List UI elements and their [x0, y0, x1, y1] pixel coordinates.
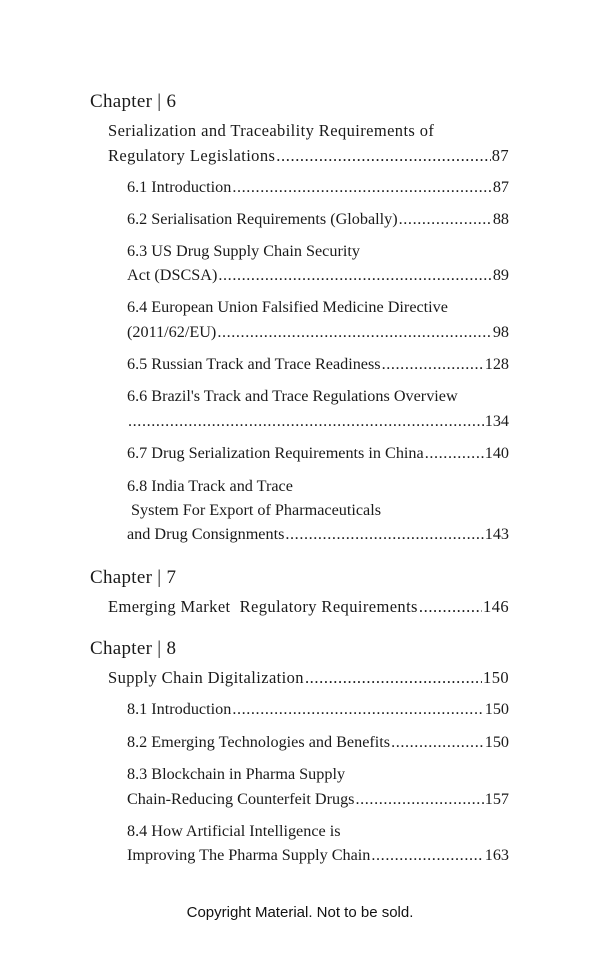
toc-entry-6-4-line1[interactable]: 6.4 European Union Falsified Medicine Directive [127, 298, 448, 316]
section-title: 6.2 Serialisation Requirements (Globally) [127, 210, 398, 228]
copyright-footer: Copyright Material. Not to be sold. [186, 904, 414, 921]
section-title: 8.2 Emerging Technologies and Benefits [127, 733, 391, 751]
toc-entry-6-8[interactable] [127, 525, 509, 544]
dot-leader [399, 210, 492, 229]
section-title: 8.1 Introduction [127, 700, 232, 718]
page-number: 87 [492, 178, 509, 196]
page-number: 87 [491, 146, 509, 165]
toc-entry-6-8-line1[interactable]: 6.8 India Track and Trace [127, 477, 293, 495]
page-number: 134 [484, 412, 509, 430]
page-number: 150 [484, 700, 509, 718]
toc-entry-8-4[interactable] [127, 846, 509, 865]
toc-entry-6-6[interactable] [127, 412, 509, 431]
section-title: 6.1 Introduction [127, 178, 232, 196]
chapter-8-heading: Chapter | 8 [90, 638, 177, 659]
toc-entry-8-1[interactable] [127, 700, 509, 719]
page-number: 157 [484, 790, 509, 808]
toc-entry-6-4[interactable] [127, 323, 509, 342]
section-title: Chain-Reducing Counterfeit Drugs [127, 790, 355, 808]
page-number: 128 [484, 355, 509, 373]
section-title: Improving The Pharma Supply Chain [127, 846, 371, 864]
toc-entry-8-4-line1[interactable]: 8.4 How Artificial Intelligence is [127, 822, 341, 840]
dot-leader [232, 178, 492, 197]
toc-entry-chapter-6[interactable] [108, 146, 509, 166]
toc-entry-6-7[interactable] [127, 444, 509, 463]
chapter-6-title-line2: Regulatory Legislations [108, 146, 276, 165]
dot-leader [285, 525, 483, 544]
toc-entry-8-3[interactable] [127, 790, 509, 809]
dot-leader [218, 266, 491, 285]
section-title: and Drug Consignments [127, 525, 285, 543]
dot-leader [232, 700, 483, 719]
page-number: 89 [492, 266, 509, 284]
dot-leader [425, 444, 484, 463]
dot-leader [128, 412, 484, 431]
dot-leader [217, 323, 491, 342]
page-number: 150 [484, 733, 509, 751]
toc-entry-6-3[interactable] [127, 266, 509, 285]
dot-leader [382, 355, 484, 374]
dot-leader [371, 846, 483, 865]
dot-leader [419, 597, 482, 617]
dot-leader [391, 733, 484, 752]
page-number: 98 [492, 323, 509, 341]
page-number: 146 [483, 597, 509, 616]
dot-leader [355, 790, 483, 809]
toc-entry-chapter-8[interactable] [108, 668, 509, 688]
chapter-8-title: Supply Chain Digitalization [108, 668, 304, 687]
toc-entry-6-6-line1[interactable]: 6.6 Brazil's Track and Trace Regulations Overview [127, 387, 458, 405]
section-title: 6.5 Russian Track and Trace Readiness [127, 355, 381, 373]
toc-entry-chapter-7[interactable] [108, 597, 509, 617]
page-number: 143 [484, 525, 509, 543]
page-number: 150 [483, 668, 509, 687]
section-title: (2011/62/EU) [127, 323, 217, 341]
page-number: 140 [484, 444, 509, 462]
toc-entry-6-3-line1[interactable]: 6.3 US Drug Supply Chain Security [127, 242, 360, 260]
chapter-7-title: Emerging Market Regulatory Requirements [108, 597, 418, 616]
section-title: 6.7 Drug Serialization Requirements in China [127, 444, 424, 462]
chapter-6-title-line1: Serialization and Traceability Requirements of [108, 121, 435, 140]
toc-entry-6-1[interactable] [127, 178, 509, 197]
toc-entry-6-2[interactable] [127, 210, 509, 229]
chapter-7-heading: Chapter | 7 [90, 567, 177, 588]
section-title: Act (DSCSA) [127, 266, 218, 284]
toc-entry-6-5[interactable] [127, 355, 509, 374]
chapter-6-heading: Chapter | 6 [90, 91, 177, 112]
dot-leader [276, 146, 490, 166]
page-number: 163 [484, 846, 509, 864]
toc-entry-6-8-line2[interactable]: System For Export of Pharmaceuticals [127, 501, 382, 519]
toc-entry-8-3-line1[interactable]: 8.3 Blockchain in Pharma Supply [127, 765, 346, 783]
toc-entry-8-2[interactable] [127, 733, 509, 752]
page-number: 88 [492, 210, 509, 228]
dot-leader [305, 668, 482, 688]
